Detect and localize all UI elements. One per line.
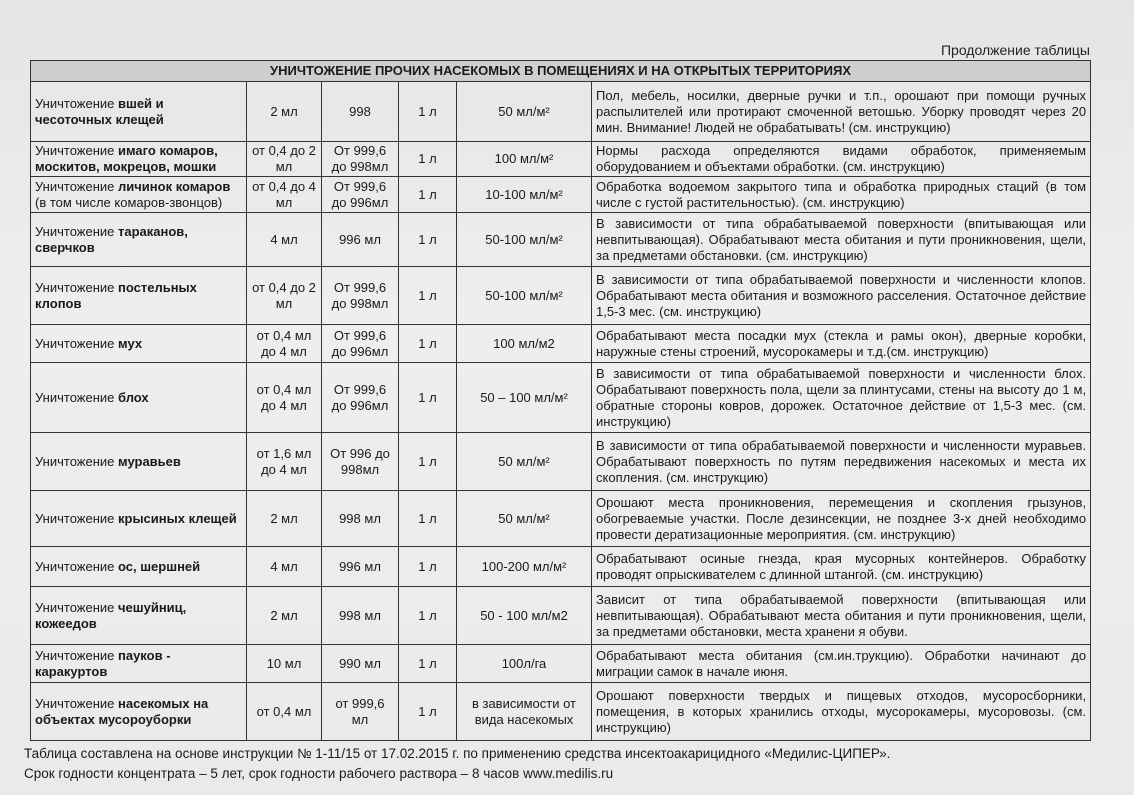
pest-name-bold: муравьев <box>118 453 181 469</box>
pest-name-cell <box>31 645 247 683</box>
consumption-rate-cell: 100л/га <box>457 645 592 683</box>
consumption-rate-cell: 10-100 мл/м² <box>457 177 592 213</box>
pest-name-prefix: Уничтожение <box>35 335 118 351</box>
concentrate-amount-cell: от 0,4 до 2 мл <box>247 142 322 177</box>
pest-name-cell <box>31 267 247 325</box>
treatment-description-cell: В зависимости от типа обрабатываемой поверхности и численности блох. Обрабатывают поверхность пола, щели за плинтусами, стены на высоту до 1 м, обратные стороны ковров, дорожек. Остаточное действие от 1,5-3 мес. (см. инструкцию) <box>592 363 1091 433</box>
pest-name-suffix: (в том числе комаров-звонцов) <box>35 194 223 210</box>
concentrate-amount-cell: 2 мл <box>247 587 322 645</box>
solution-volume-cell: 1 л <box>399 645 457 683</box>
treatment-description-cell: Пол, мебель, носилки, дверные ручки и т.п., орошают при помощи ручных распылителей или протирают смоченной ветошью. Уборку проводят через 20 мин. Внимание! Людей не обрабатывать! (см. инструкцию) <box>592 82 1091 142</box>
pest-name-cell <box>31 177 247 213</box>
concentrate-amount-cell: 4 мл <box>247 547 322 587</box>
bleed-through-shadow <box>200 34 960 54</box>
solution-volume-cell: 1 л <box>399 363 457 433</box>
pest-name-prefix: Уничтожение <box>35 510 118 526</box>
solution-volume-cell: 1 л <box>399 547 457 587</box>
table-row <box>31 213 1091 267</box>
pest-name-bold: чешуйниц, кожеедов <box>35 599 187 631</box>
pest-name-cell <box>31 82 247 142</box>
table-row <box>31 325 1091 363</box>
water-amount-cell: 996 мл <box>322 213 399 267</box>
table-row <box>31 683 1091 741</box>
pest-name-prefix: Уничтожение <box>35 143 118 158</box>
treatment-description-cell: Обрабатывают места обитания (см.ин.трукцию). Обработки начинают до миграции самок в начале июня. <box>592 645 1091 683</box>
treatment-description-cell: Обработка водоемом закрытого типа и обработка природных стаций (в том числе с густой растительностью). (см. инструкцию) <box>592 177 1091 213</box>
pest-name-prefix: Уничтожение <box>35 279 118 295</box>
pest-name-cell <box>31 142 247 177</box>
section-caption-row <box>31 61 1091 82</box>
concentrate-amount-cell: 2 мл <box>247 82 322 142</box>
table-row <box>31 267 1091 325</box>
pest-name-cell <box>31 433 247 491</box>
consumption-rate-cell: 50-100 мл/м² <box>457 267 592 325</box>
pest-name-prefix: Уничтожение <box>35 599 118 615</box>
treatment-description-cell: В зависимости от типа обрабатываемой поверхности и численности муравьев. Обрабатывают поверхность по путям передвижения насекомых и места их скопления. (см. инструкцию) <box>592 433 1091 491</box>
pest-name-bold: вшей и чесоточных клещей <box>35 95 164 127</box>
water-amount-cell: От 999,6 до 996мл <box>322 325 399 363</box>
solution-volume-cell: 1 л <box>399 683 457 741</box>
pest-name-bold: насекомых на объектах мусороуборки <box>35 695 209 727</box>
pest-name-cell <box>31 547 247 587</box>
pest-name-cell <box>31 363 247 433</box>
table-row <box>31 82 1091 142</box>
pest-name-prefix: Уничтожение <box>35 223 118 239</box>
pest-name-prefix: Уничтожение <box>35 95 118 111</box>
water-amount-cell: 990 мл <box>322 645 399 683</box>
consumption-rate-cell: в зависимости от вида насекомых <box>457 683 592 741</box>
treatment-description-cell: Обрабатывают места посадки мух (стекла и рамы окон), дверные коробки, наружные стены строений, мусорокамеры и т.д.(см. инструкцию) <box>592 325 1091 363</box>
pest-name-cell <box>31 491 247 547</box>
table-row <box>31 433 1091 491</box>
water-amount-cell: 998 <box>322 82 399 142</box>
concentrate-amount-cell: от 0,4 до 4 мл <box>247 177 322 213</box>
insecticide-table <box>30 60 1091 741</box>
footer-source-note: Таблица составлена на основе инструкции № 1-11/15 от 17.02.2015 г. по применению средства инсектоакарицидного «Медилис-ЦИПЕР». <box>24 746 891 761</box>
pest-name-cell <box>31 325 247 363</box>
concentrate-amount-cell: от 0,4 мл до 4 мл <box>247 325 322 363</box>
consumption-rate-cell: 50 - 100 мл/м2 <box>457 587 592 645</box>
water-amount-cell: 996 мл <box>322 547 399 587</box>
concentrate-amount-cell: от 0,4 до 2 мл <box>247 267 322 325</box>
pest-name-bold: пауков - каракуртов <box>35 647 171 679</box>
concentrate-amount-cell: от 0,4 мл <box>247 683 322 741</box>
treatment-description-cell: Орошают поверхности твердых и пищевых отходов, мусоросборники, помещения, в которых хранились отходы, мусорокамеры, мусоровозы. (см. инструкцию) <box>592 683 1091 741</box>
solution-volume-cell: 1 л <box>399 177 457 213</box>
section-title: УНИЧТОЖЕНИЕ ПРОЧИХ НАСЕКОМЫХ В ПОМЕЩЕНИЯХ И НА ОТКРЫТЫХ ТЕРРИТОРИЯХ <box>31 61 1091 82</box>
concentrate-amount-cell: от 1,6 мл до 4 мл <box>247 433 322 491</box>
solution-volume-cell: 1 л <box>399 491 457 547</box>
water-amount-cell: От 999,6 до 996мл <box>322 363 399 433</box>
pest-name-prefix: Уничтожение <box>35 647 118 663</box>
pest-name-bold: личинок комаров <box>118 178 231 194</box>
water-amount-cell: 998 мл <box>322 587 399 645</box>
solution-volume-cell: 1 л <box>399 142 457 177</box>
water-amount-cell: от 999,6 мл <box>322 683 399 741</box>
footer-shelf-life: Срок годности концентрата – 5 лет, срок годности рабочего раствора – 8 часов www.medilis.ru <box>24 766 614 781</box>
pest-name-prefix: Уничтожение <box>35 178 118 194</box>
solution-volume-cell: 1 л <box>399 433 457 491</box>
solution-volume-cell: 1 л <box>399 82 457 142</box>
treatment-description-cell: В зависимости от типа обрабатываемой поверхности и численности клопов. Обрабатывают места обитания и возможного расселения. Остаточное действие 1,5-3 мес. (см. инструкцию) <box>592 267 1091 325</box>
table-row <box>31 547 1091 587</box>
treatment-description-cell: В зависимости от типа обрабатываемой поверхности (впитывающая или невпитывающая). Обрабатывают места обитания и пути проникновения, щели, за предметами обстановки. (см. инструкцию) <box>592 213 1091 267</box>
pest-name-prefix: Уничтожение <box>35 453 118 469</box>
table-row <box>31 645 1091 683</box>
concentrate-amount-cell: от 0,4 мл до 4 мл <box>247 363 322 433</box>
table-row <box>31 491 1091 547</box>
pest-name-prefix: Уничтожение <box>35 558 118 574</box>
water-amount-cell: От 996 до 998мл <box>322 433 399 491</box>
consumption-rate-cell: 100 мл/м2 <box>457 325 592 363</box>
pest-name-cell <box>31 213 247 267</box>
pest-name-cell <box>31 587 247 645</box>
concentrate-amount-cell: 4 мл <box>247 213 322 267</box>
solution-volume-cell: 1 л <box>399 267 457 325</box>
continuation-label: Продолжение таблицы <box>940 42 1090 58</box>
solution-volume-cell: 1 л <box>399 587 457 645</box>
pest-name-bold: тараканов, сверчков <box>35 223 188 255</box>
consumption-rate-cell: 50 – 100 мл/м² <box>457 363 592 433</box>
consumption-rate-cell: 100-200 мл/м² <box>457 547 592 587</box>
treatment-description-cell: Зависит от типа обрабатываемой поверхности (впитывающая или невпитывающая). Обрабатывают места обитания и пути проникновения, щели, за предметами обстановки, места хранени я обуви. <box>592 587 1091 645</box>
consumption-rate-cell: 50 мл/м² <box>457 433 592 491</box>
consumption-rate-cell: 100 мл/м² <box>457 142 592 177</box>
table-row <box>31 177 1091 213</box>
pest-name-prefix: Уничтожение <box>35 695 118 711</box>
pest-name-prefix: Уничтожение <box>35 389 118 405</box>
pest-name-bold: имаго комаров, москитов, мокрецов, мошки <box>35 143 218 174</box>
consumption-rate-cell: 50 мл/м² <box>457 491 592 547</box>
solution-volume-cell: 1 л <box>399 325 457 363</box>
table-row <box>31 363 1091 433</box>
water-amount-cell: От 999,6 до 998мл <box>322 142 399 177</box>
pest-name-bold: ос, шершней <box>118 558 201 574</box>
water-amount-cell: От 999,6 до 998мл <box>322 267 399 325</box>
water-amount-cell: 998 мл <box>322 491 399 547</box>
pest-name-bold: блох <box>118 389 149 405</box>
pest-name-bold: постельных клопов <box>35 279 197 311</box>
treatment-description-cell: Обрабатывают осиные гнезда, края мусорных контейнеров. Обработку проводят опрыскивателем с длинной штангой. (см. инструкцию) <box>592 547 1091 587</box>
treatment-description-cell: Орошают места проникновения, перемещения и скопления грызунов, обогреваемые участки. После дезинсекции, не позднее 3-х дней необходимо провести дератизационные мероприятия. (см. инструкцию) <box>592 491 1091 547</box>
concentrate-amount-cell: 10 мл <box>247 645 322 683</box>
consumption-rate-cell: 50 мл/м² <box>457 82 592 142</box>
water-amount-cell: От 999,6 до 996мл <box>322 177 399 213</box>
concentrate-amount-cell: 2 мл <box>247 491 322 547</box>
treatment-description-cell: Нормы расхода определяются видами обработок, применяемым оборудованием и объектами обработки. (см. инструкцию) <box>592 142 1091 177</box>
pest-name-cell <box>31 683 247 741</box>
pest-name-bold: мух <box>118 335 143 351</box>
table-row <box>31 142 1091 177</box>
consumption-rate-cell: 50-100 мл/м² <box>457 213 592 267</box>
pest-name-bold: крысиных клещей <box>118 510 237 526</box>
table-row <box>31 587 1091 645</box>
solution-volume-cell: 1 л <box>399 213 457 267</box>
